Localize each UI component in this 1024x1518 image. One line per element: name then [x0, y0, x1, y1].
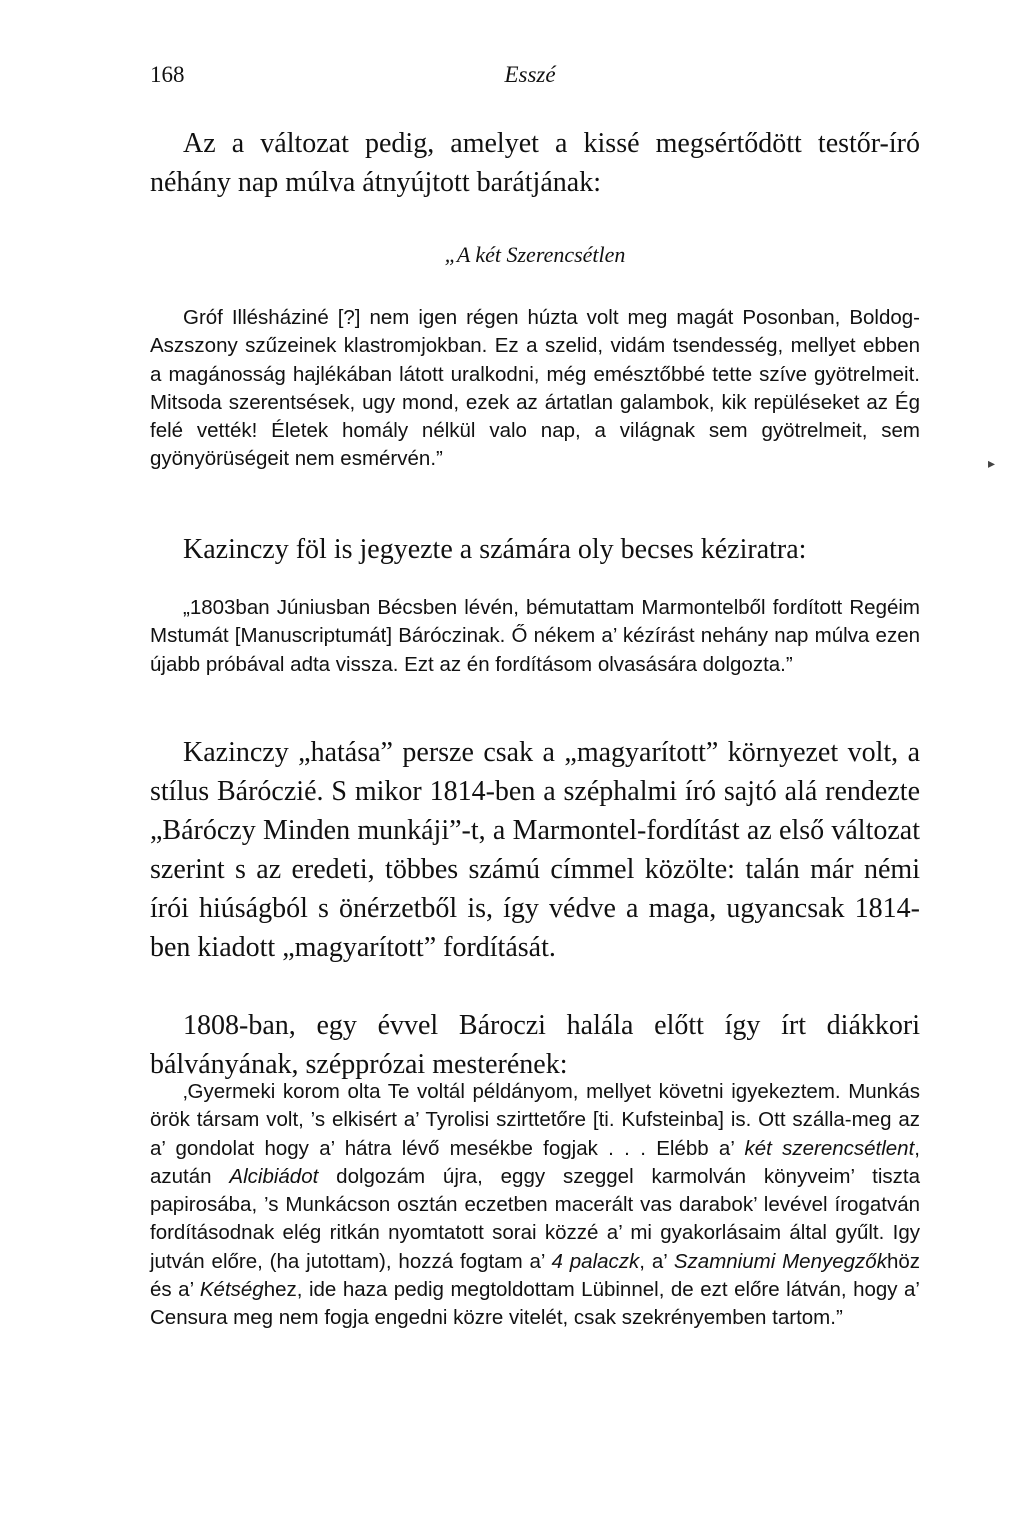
quote-block-2: „1803ban Júniusban Bécsben lévén, bémutattam Marmontelből fordított Regéim Mstumát [Manuscriptumát] Báróczinak. Ő nékem a’ kézírást nehány nap múlva ezen újabb próbával adta vissza. Ezt az én fordításom olvasására dolgozta.” — [150, 596, 920, 676]
paragraph-influence: Kazinczy „hatása” persze csak a „magyarított” környezet volt, a stílus Báróczié. S mikor 1814-ben a széphalmi író sajtó alá rendezte „Báróczy Minden munkáji”-t, a Marmontel-fordítást az első változat szerint s az eredeti, többes számú címmel közölte: talán már némi írói hiúságból s önérzetből is, így védve a maga, ugyancsak 1814-ben kiadott „magyarított” fordítását. — [150, 737, 920, 963]
quote3-text-5: höz és a’ — [150, 1249, 921, 1302]
paragraph-kazinczy-note: Kazinczy föl is jegyezte a számára oly becses kéziratra: — [183, 534, 807, 565]
margin-mark: ▸ — [988, 457, 996, 472]
quote3-italic-ketseg: Kétség — [199, 1278, 264, 1302]
quote3-italic-ket-szerencsetlent: két szerencsétlent — [744, 1136, 915, 1160]
quote-title: „A két Szerencsétlen — [444, 242, 626, 267]
quote3-italic-alcibiadot: Alcibiádot — [229, 1164, 319, 1188]
paragraph-intro: Az a változat pedig, amelyet a kissé megsértődött testőr-író néhány nap múlva átnyújtott barátjának: — [150, 128, 920, 198]
page-number: 168 — [150, 62, 185, 87]
quote3-text-1: ‚Gyermeki korom olta Te voltál példányom, mellyet követni igyekeztem. Munkás örök társam volt, ’s elkisért a’ Tyrolisi szirttetőre [ti. Kufsteinba] is. Ott szálla-meg az a’ gondolat hogy a’ hátra lévő mesékbe fogjak . . . Elébb a’ — [150, 1080, 920, 1160]
quote3-text-6: hez, ide haza pedig megtoldottam Lübinnel, de ezt előre látván, hogy a’ Censura meg nem fogja engedni közre vitelét, csak szekrényemben tartom.” — [150, 1278, 920, 1330]
quote3-italic-palaczk: 4 palaczk — [551, 1249, 640, 1273]
quote-block-3 — [150, 1078, 920, 1333]
paragraph-1808-letter: 1808-ban, egy évvel Bároczi halála előtt így írt diákkori bálványának, szépprózai mesterének: — [150, 1010, 920, 1080]
quote3-text-4: , a’ — [639, 1249, 674, 1273]
page-header — [150, 62, 910, 92]
quote3-text-3: dolgozám újra, eggy szeggel karmolván könyveim’ tiszta papirosába, ’s Munkácson osztán eczetben macerált vas darabok’ levével írogatván fordításodnak elég ritkán nyomtatott sorai közzé a’ mi gyakorlásaim által gyűlt. Igy jutván előre, (ha jutottam), hozzá fogtam a’ — [150, 1164, 920, 1273]
running-title: Esszé — [504, 62, 556, 87]
quote3-text-2: , azután — [150, 1136, 920, 1188]
quote3-italic-menyegzok: Szamniumi Menyegzők — [673, 1249, 887, 1273]
quote-block-1: Gróf Illésháziné [?] nem igen régen húzta volt meg magát Posonban, Boldog-Aszszony szűzeinek klastromjokban. Ez a szelid, vidám tsendesség, mellyet ebben a magánosság hajlékában látott uralkodni, még emésztőbbé tette szíve gyötrelmeit. Mitsoda szerentsések, ugy mond, ezek az ártatlan galambok, kik repüléseket az Ég felé vették! Életek homály nélkül valo nap, a világnak sem gyötrelmeit, sem gyönyörüségeit nem esmérvén.” — [150, 306, 920, 471]
